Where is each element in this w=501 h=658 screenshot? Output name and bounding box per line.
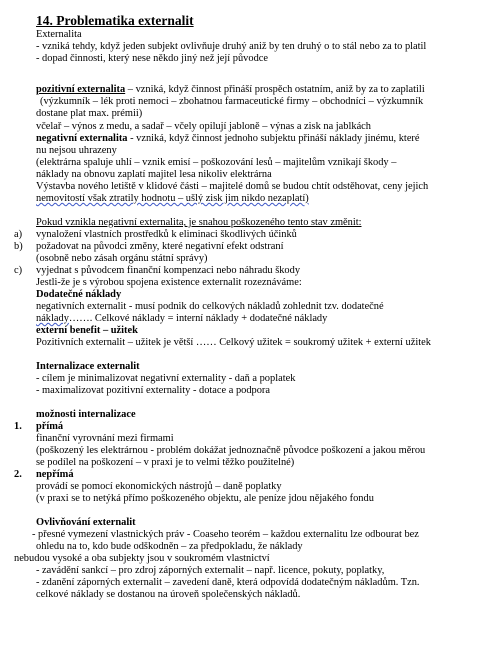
list-marker: c) (14, 265, 23, 276)
text-line: (poškozený les elektrárnou - problém dokážat jednoznačně původce poškození a jakou měrou (36, 445, 426, 456)
text-line: nemovitostí však ztratily hodnotu – ušlý zisk jim nikdo nezaplatí) (36, 193, 309, 204)
text-line: náklady na obnovu zaplatí majitel lesa nikoliv elektrárna (36, 169, 272, 180)
text-line: (elektrárna spaluje uhlí – vznik emisí – poškozování lesů – majitelům vznikají škody – (36, 157, 397, 168)
text-line: - maximalizovat pozitivní externality - dotace a podpora (36, 385, 270, 396)
text-line: - přesné vymezení vlastnických práv - Coaseho teorém – každou externalitu lze odbourat bez (32, 529, 419, 540)
text-line: - cílem je minimalizovat negativní externality - daň a poplatek (36, 373, 296, 384)
subheading: Dodatečné náklady (36, 289, 122, 300)
list-item: vyjednat s původcem finanční kompenzaci nebo náhradu škody (36, 265, 301, 276)
subheading: externí benefit – užitek (36, 325, 138, 336)
text-line (36, 313, 327, 325)
list-marker: 2. (14, 469, 22, 480)
section-heading: Pokud vznikla negativní externalita, je snahou poškozeného tento stav změnit: (36, 217, 362, 228)
section-heading: Internalizace externalit (36, 361, 140, 372)
text-line: nu nejsou uhrazeny (36, 145, 117, 156)
text-line: (osobně nebo zásah orgánu státní správy) (36, 253, 208, 264)
text-line: negativních externalit - musí podnik do celkových nákladů zohlednit tzv. dodatečné (36, 301, 384, 312)
list-item: přímá (36, 421, 64, 432)
term-negative-externality: negativní externalita (36, 133, 128, 144)
text-line: se podílel na poškození – v praxi je to velmi těžko použitelné) (36, 457, 295, 468)
list-marker: b) (14, 241, 23, 252)
text-line: Výstavba nového letiště v klidové části – majitelé domů se budou chtít odstěhovat, ceny jejich (36, 181, 429, 192)
text-line: Pozitivních externalit – užitek je větší …… Celkový užitek = soukromý užitek + externí užitek (36, 337, 431, 348)
text-line: ohledu na to, kdo bude odškodněn – za předpokladu, že náklady (36, 541, 303, 552)
definition-text: – vzniká, když činnost přináší prospěch ostatním, aniž by za to zaplatili (125, 84, 425, 95)
text-line: - zavádění sankcí – pro zdroj záporných externalit – např. licence, pokuty, poplatky, (36, 565, 385, 576)
spell-marked-word: náklady (36, 313, 69, 324)
list-item: nepřímá (36, 469, 74, 480)
list-item: požadovat na původci změny, které negativní efekt odstraní (36, 241, 284, 252)
section-heading: Ovlivňování externalit (36, 517, 136, 528)
formula-text: ……. Celkové náklady = interní náklady + dodatečné náklady (68, 313, 328, 324)
text-line: dostane plat max. prémii) (36, 108, 143, 119)
text-line: - zdanění záporných externalit – zavedení daně, která odpovídá dodatečným nákladům. Tzn. (36, 577, 420, 588)
document-title: 14. Problematika externalit (36, 13, 194, 28)
text-line: - vzniká tehdy, když jeden subjekt ovlivňuje druhý aniž by ten druhý o to stál nebo za to platil (36, 41, 427, 52)
section-heading: možnosti internalizace (36, 409, 136, 420)
text-line: (výzkumník – lék proti nemoci – zbohatnou farmaceutické firmy – obchodníci – výzkumník (40, 96, 424, 107)
term-positive-externality: pozitivní externalita (36, 84, 126, 95)
text-line: - dopad činnosti, který nese někdo jiný než její původce (36, 53, 268, 64)
text-line: včelař – výnos z medu, a sadař – včely opilují jabloně – výnas a zisk na jablkách (36, 121, 371, 132)
text-line (36, 84, 425, 96)
list-marker: a) (14, 229, 23, 240)
text-line: celkové náklady se dostanou na úroveň společenských nákladů. (36, 589, 301, 600)
text-line: nebudou vysoké a oba subjekty jsou v soukromém vlastnictví (14, 553, 270, 564)
text-line (36, 133, 420, 145)
text-line: (v praxi se to netýká přímo poškozeného objektu, ale peníze jdou nějakého fondu (36, 493, 374, 504)
text-line: provádí se pomocí ekonomických nástrojů – daně poplatky (36, 481, 282, 492)
definition-text: - vzniká, když činnost jednoho subjektu přináší náklady jinému, které (127, 133, 420, 144)
text-line: Externalita (36, 29, 82, 40)
text-line: Jestli-že je s výrobou spojena existence externalit rozeznáváme: (36, 277, 302, 288)
list-marker: 1. (14, 421, 22, 432)
list-item: vynaložení vlastních prostředků k eliminaci škodlivých účinků (36, 229, 297, 240)
text-line: finanční vyrovnání mezi firmami (36, 433, 174, 444)
